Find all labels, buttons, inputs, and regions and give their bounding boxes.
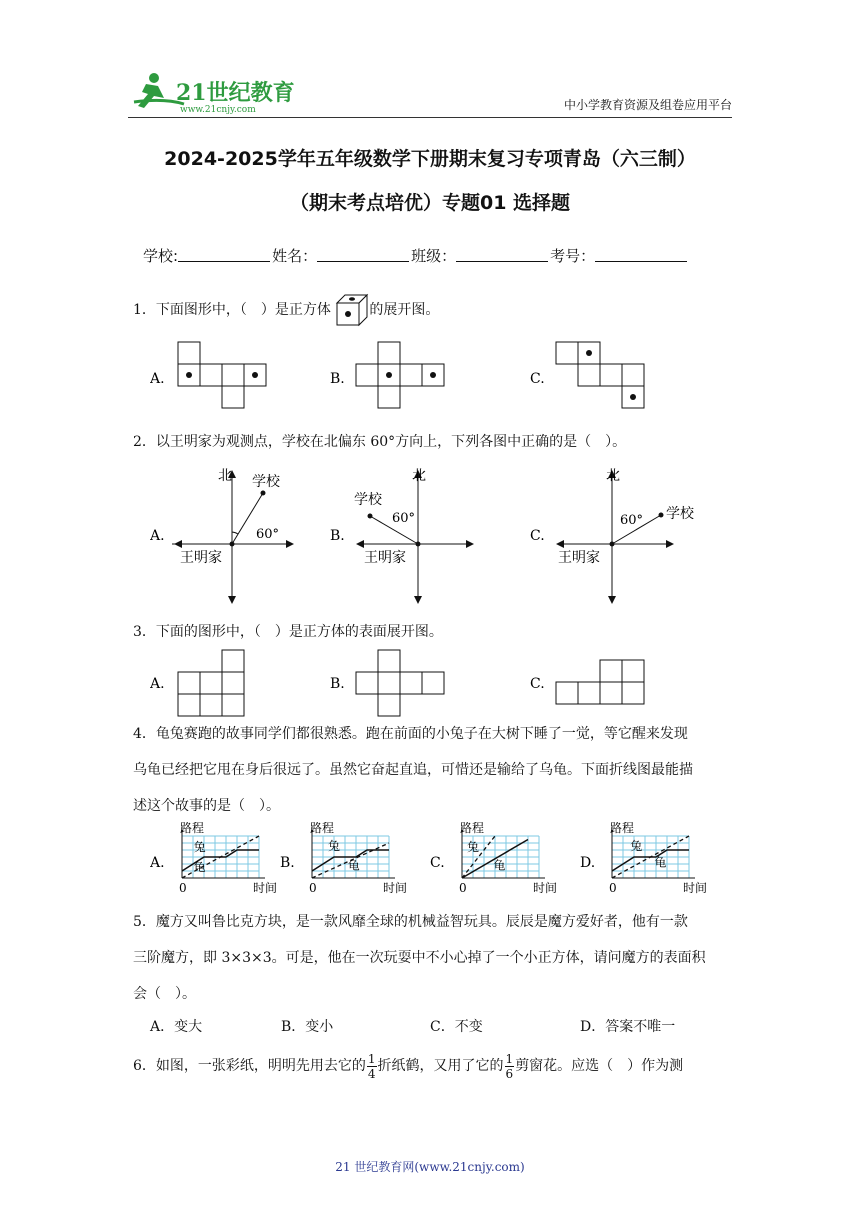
platform-label: 中小学教育资源及组卷应用平台 [563, 98, 732, 112]
q4-xlabel: 时间 [533, 881, 558, 895]
q5-option-a[interactable]: A．变大 [150, 1019, 203, 1035]
q4-rabbit-label: 兔 [193, 840, 206, 855]
q4-option-c-label: C. [430, 855, 445, 871]
q1-b-dot-2 [430, 372, 436, 378]
q1-b-dot-1 [386, 372, 392, 378]
exam-no-blank[interactable] [595, 245, 687, 262]
class-label: 班级： [411, 247, 457, 265]
exam-no-label: 考号： [550, 247, 596, 265]
q4-line-3: 述这个故事的是（ ）。 [133, 798, 280, 814]
school-label: 学校: [143, 247, 179, 265]
q6-fraction-1: $\frac{1}{4}$ [367, 1051, 376, 1081]
q4-ylabel: 路程 [610, 822, 635, 835]
q4-options-figure [150, 822, 730, 902]
q2-c-angle: 60° [620, 513, 644, 528]
q4-ylabel: 路程 [310, 822, 335, 835]
question-3: 3．下面的图形中，（ ）是正方体的表面展开图。 [133, 624, 443, 640]
question-2: 2．以王明家为观测点，学校在北偏东 60°方向上，下列各图中正确的是（ ）。 [133, 434, 627, 450]
q4-ylabel: 路程 [460, 822, 485, 835]
q2-b-angle: 60° [392, 511, 416, 526]
q5-option-b[interactable]: B．变小 [281, 1019, 334, 1035]
q2-b-school: 学校 [354, 492, 382, 508]
q1-text-post: 的展开图。 [369, 302, 440, 318]
title-line-2: （期末考点培优）专题01 选择题 [289, 192, 571, 214]
q1-option-c-label: C. [530, 371, 545, 387]
q2-option-a-label: A. [150, 528, 165, 544]
q4-line-1: 4．龟兔赛跑的故事同学们都很熟悉。跑在前面的小兔子在大树下睡了一觉，等它醒来发现 [133, 726, 688, 742]
q2-c-north: 北 [606, 468, 620, 484]
q5-option-c[interactable]: C．不变 [430, 1019, 483, 1035]
q1-option-b-label: B. [330, 371, 345, 387]
q4-origin: 0 [459, 881, 467, 895]
q4-tortoise-label: 龟 [347, 858, 360, 873]
q3-option-a-label: A. [150, 676, 165, 692]
q2-a-angle: 60° [256, 527, 280, 542]
q4-tortoise-label: 龟 [193, 859, 206, 874]
q4-option-b-label: B. [280, 855, 295, 871]
q5-line-2: 三阶魔方，即 3×3×3。可是，他在一次玩耍中不小心掉了一个小正方体，请问魔方的表面积 [133, 950, 706, 966]
q3-options-figure [150, 648, 670, 718]
q4-origin: 0 [609, 881, 617, 895]
rabbit-line [612, 850, 689, 871]
q2-c-home: 王明家 [558, 550, 600, 566]
q5-line-3: 会（ ）。 [133, 986, 196, 1002]
q6-text-pre: 6．如图，一张彩纸，明明先用去它的 [133, 1058, 366, 1074]
q4-rabbit-label: 兔 [630, 838, 643, 853]
q2-b-north: 北 [412, 468, 426, 484]
q4-origin: 0 [179, 881, 187, 895]
q2-a-school: 学校 [252, 474, 280, 490]
q1-text: 1．下面图形中，（ ）是正方体 [133, 302, 331, 318]
q6-text-mid: 折纸鹤，又用了它的 [377, 1058, 504, 1074]
q4-option-d-label: D. [580, 855, 596, 871]
class-blank[interactable] [456, 245, 548, 262]
q4-tortoise-label: 龟 [493, 858, 506, 873]
q3-option-b-label: B. [330, 676, 345, 692]
q5-option-d[interactable]: D．答案不唯一 [580, 1019, 676, 1035]
q6-text-post: 剪窗花。应选（ ）作为测 [515, 1058, 684, 1074]
logo [124, 68, 294, 114]
header-divider [128, 117, 732, 118]
q2-a-home: 王明家 [180, 550, 222, 566]
q4-line-2: 乌龟已经把它甩在身后很远了。虽然它奋起直追，可惜还是输给了乌龟。下面折线图最能描 [133, 762, 693, 778]
q4-ylabel: 路程 [180, 822, 205, 835]
q5-line-1: 5．魔方又叫鲁比克方块，是一款风靡全球的机械益智玩具。辰辰是魔方爱好者，他有一款 [133, 914, 688, 930]
question-5 [133, 904, 733, 1012]
q2-option-c-label: C. [530, 528, 545, 544]
q4-origin: 0 [309, 881, 317, 895]
q3-option-b-net [356, 650, 444, 716]
question-6 [133, 1048, 733, 1084]
q4-rabbit-label: 兔 [328, 838, 341, 853]
q1-a-dot-1 [186, 372, 192, 378]
q2-option-b-label: B. [330, 528, 345, 544]
q4-rabbit-label: 兔 [467, 840, 480, 855]
q1-a-dot-2 [252, 372, 258, 378]
q3-option-c-label: C. [530, 676, 545, 692]
question-4 [133, 716, 733, 824]
q4-tortoise-label: 龟 [654, 855, 667, 870]
q1-c-dot-2 [630, 394, 636, 400]
name-label: 姓名： [272, 247, 318, 265]
q2-c-school: 学校 [666, 506, 694, 522]
q6-fraction-2: $\frac{1}{6}$ [505, 1051, 514, 1081]
name-blank[interactable] [317, 245, 409, 262]
q4-xlabel: 时间 [683, 881, 708, 895]
dice-cube-icon [335, 293, 369, 327]
q4-xlabel: 时间 [383, 881, 408, 895]
title-line-1: 2024-2025学年五年级数学下册期末复习专项青岛（六三制） [164, 148, 696, 170]
q4-option-d [612, 830, 695, 878]
q4-xlabel: 时间 [253, 881, 278, 895]
q2-b-home: 王明家 [364, 550, 406, 566]
q1-options-figure [150, 338, 670, 418]
student-info [143, 245, 689, 266]
footer: 21 世纪教育网(www.21cnjy.com) [335, 1160, 525, 1174]
school-blank[interactable] [178, 245, 270, 262]
q3-option-a-net [178, 650, 244, 716]
logo-text: 21世纪教育 [176, 80, 294, 106]
question-1 [133, 292, 733, 328]
q1-c-dot-1 [586, 350, 592, 356]
logo-runner-icon [124, 68, 294, 114]
q3-option-c-net [556, 660, 644, 704]
q4-option-a-label: A. [150, 855, 165, 871]
q2-options-figure [150, 462, 710, 607]
q2-a-north: 北 [218, 468, 232, 484]
q1-option-a-label: A. [150, 371, 165, 387]
logo-url: www.21cnjy.com [180, 105, 256, 114]
